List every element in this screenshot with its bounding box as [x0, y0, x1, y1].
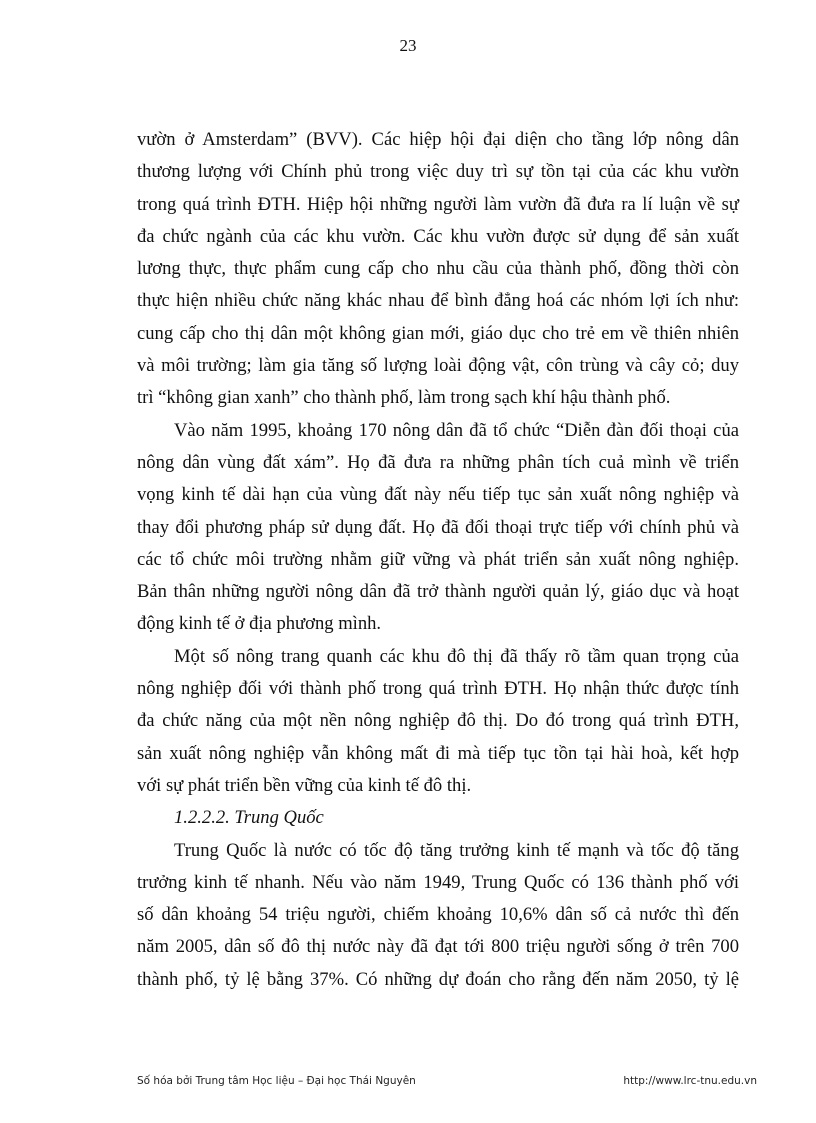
text-line: sản xuất nông nghiệp vẫn không mất đi mà tiếp tục tồn tại hài hoà, kết hợp [137, 742, 739, 764]
text-line: cung cấp cho thị dân một không gian mới, giáo dục cho trẻ em về thiên nhiên [137, 322, 739, 344]
text-line: thương lượng với Chính phủ trong việc duy trì sự tồn tại của các khu vườn [137, 161, 739, 183]
text-line: các tổ chức môi trường nhằm giữ vững và phát triển sản xuất nông nghiệp. [137, 548, 739, 570]
section-heading: 1.2.2.2. Trung Quốc [174, 807, 324, 829]
document-body [137, 124, 739, 996]
text-line: và môi trường; làm gia tăng số lượng loài động vật, côn trùng và cây cỏ; duy [137, 355, 739, 377]
text-line: đa chức năng của một nền nông nghiệp đô thị. Do đó trong quá trình ĐTH, [137, 710, 739, 732]
footer-url: http://www.lrc-tnu.edu.vn [623, 1075, 757, 1087]
text-line: đa chức ngành của các khu vườn. Các khu vườn được sử dụng để sản xuất [137, 225, 739, 247]
text-line: Trung Quốc là nước có tốc độ tăng trưởng kinh tế mạnh và tốc độ tăng [174, 839, 739, 861]
text-line: Vào năm 1995, khoảng 170 nông dân đã tổ chức “Diễn đàn đối thoại của [174, 419, 739, 441]
text-line: thực hiện nhiều chức năng khác nhau để bình đẳng hoá các nhóm lợi ích như: [137, 290, 739, 312]
footer-source: Số hóa bởi Trung tâm Học liệu – Đại học Thái Nguyên [137, 1075, 416, 1087]
text-line: nông dân vùng đất xám”. Họ đã đưa ra những phân tích cuả mình về triển [137, 451, 739, 473]
text-line: trưởng kinh tế nhanh. Nếu vào năm 1949, Trung Quốc có 136 thành phố với [137, 871, 739, 893]
text-line: thay đổi phương pháp sử dụng đất. Họ đã đối thoại trực tiếp với chính phủ và [137, 516, 739, 538]
text-line: Một số nông trang quanh các khu đô thị đã thấy rõ tầm quan trọng của [174, 645, 739, 667]
text-line: động kinh tế ở địa phương mình. [137, 613, 382, 635]
text-line: trì “không gian xanh” cho thành phố, làm trong sạch khí hậu thành phố. [137, 387, 671, 409]
text-line: số dân khoảng 54 triệu người, chiếm khoảng 10,6% dân số cả nước thì đến [137, 904, 739, 926]
text-line: Bản thân những người nông dân đã trở thành người quản lý, giáo dục và hoạt [137, 581, 739, 603]
text-line: thành phố, tỷ lệ bằng 37%. Có những dự đoán cho rằng đến năm 2050, tỷ lệ [137, 968, 739, 990]
text-line: vườn ở Amsterdam” (BVV). Các hiệp hội đại diện cho tầng lớp nông dân [137, 129, 739, 150]
text-line: nông nghiệp đối với thành phố trong quá trình ĐTH. Họ nhận thức được tính [137, 678, 739, 700]
text-line: với sự phát triển bền vững của kinh tế đô thị. [137, 774, 472, 796]
text-line: năm 2005, dân số đô thị nước này đã đạt tới 800 triệu người sống ở trên 700 [137, 936, 739, 958]
text-line: lương thực, thực phẩm cung cấp cho nhu cầu của thành phố, đồng thời còn [137, 258, 739, 280]
text-line: vọng kinh tế dài hạn của vùng đất này nếu tiếp tục sản xuất nông nghiệp và [137, 484, 739, 506]
page-number: 23 [399, 36, 417, 55]
text-line: trong quá trình ĐTH. Hiệp hội những người làm vườn đã đưa ra lí luận về sự [137, 193, 739, 215]
